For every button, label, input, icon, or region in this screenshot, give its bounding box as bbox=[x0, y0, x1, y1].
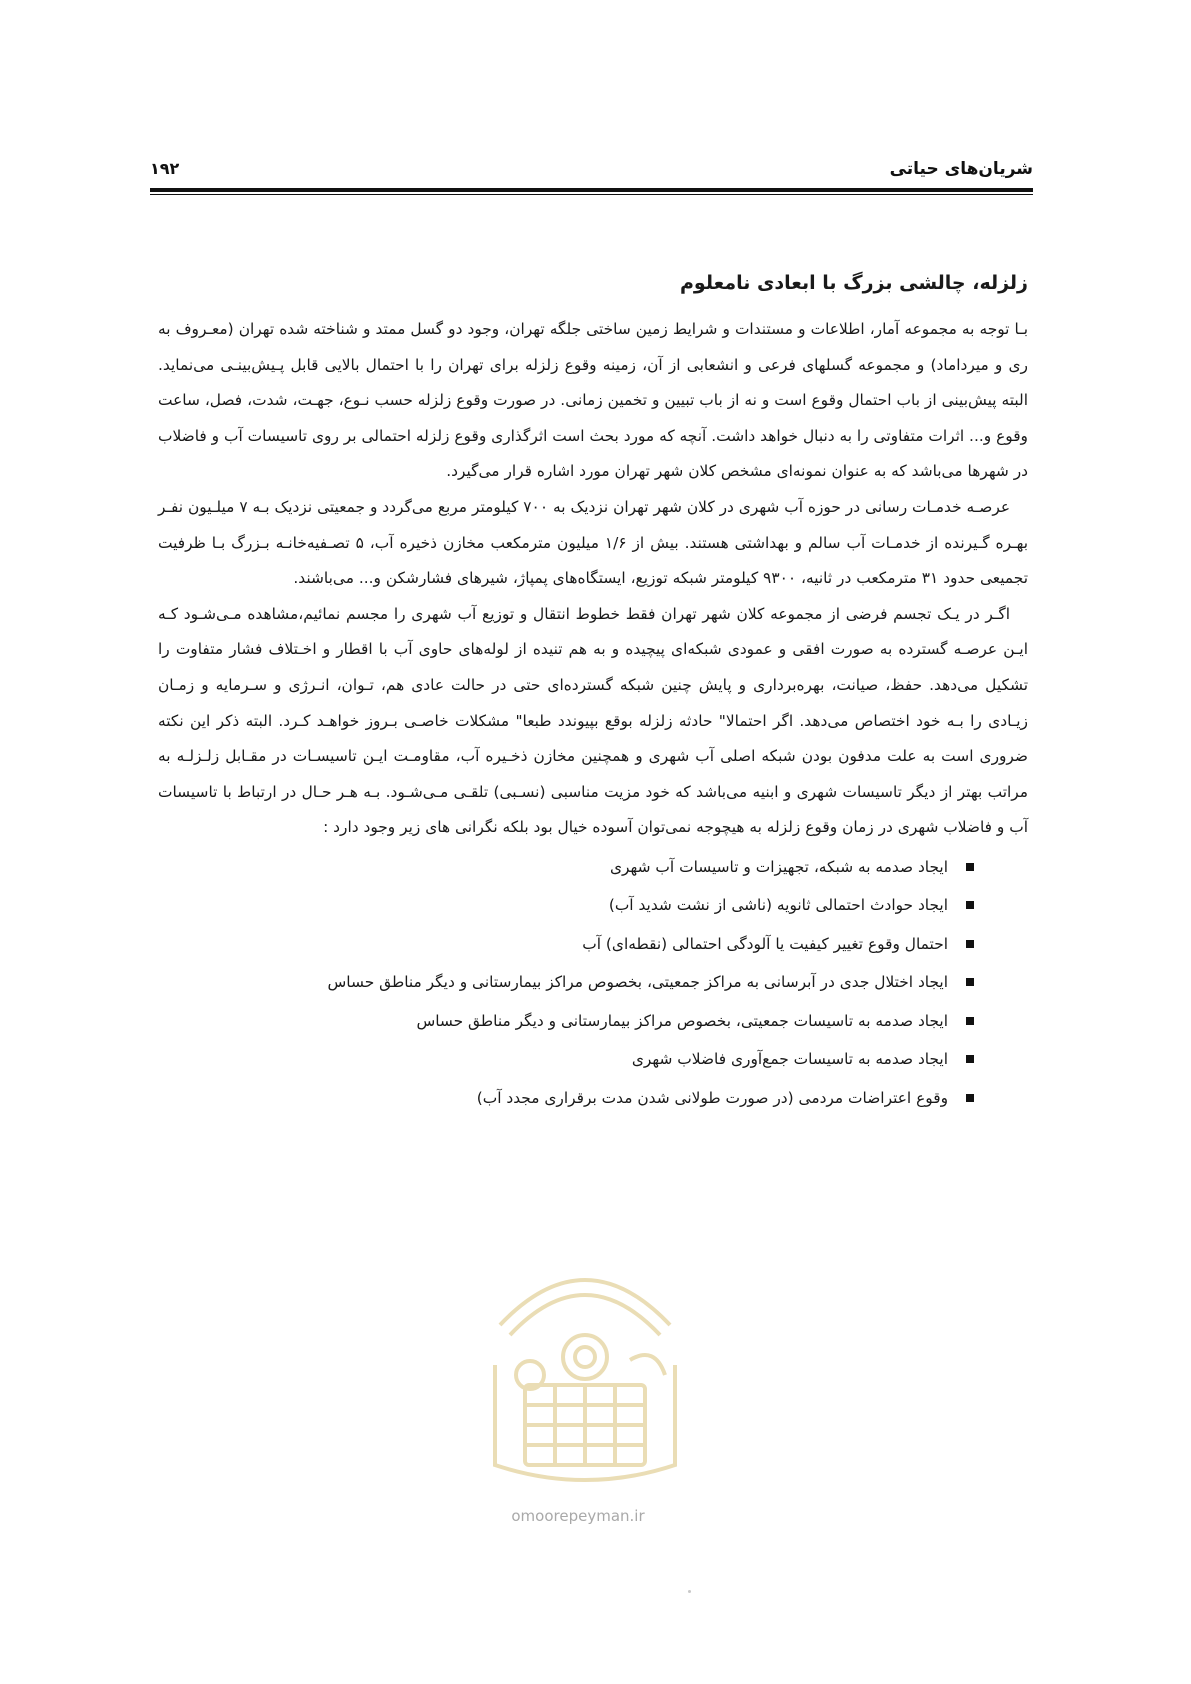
list-item-text: ایجاد صدمه به شبکه، تجهیزات و تاسیسات آب شهری bbox=[610, 857, 948, 876]
square-bullet-icon bbox=[966, 863, 974, 871]
scan-speck bbox=[688, 1590, 691, 1593]
section-title: زلزله، چالشی بزرگ با ابعادی نامعلوم bbox=[680, 272, 1028, 294]
list-item-text: ایجاد صدمه به تاسیسات جمعیتی، بخصوص مراکز بیمارستانی و دیگر مناطق حساس bbox=[416, 1011, 948, 1030]
list-item bbox=[158, 1002, 974, 1041]
square-bullet-icon bbox=[966, 901, 974, 909]
square-bullet-icon bbox=[966, 940, 974, 948]
paragraph-2: عرصـه خدمـات رسانی در حوزه آب شهری در کلان شهر تهران نزدیک به ۷۰۰ کیلومتر مربع می‌گردد و جمعیتی نزدیک بـه ۷ میلـیون نفـر بهـره گـیرنده از خدمـات آب سالم و بهداشتی هستند. بیش از ۱/۶ میلیون مترمکعب مخازن ذخیره آب، ۵ تصـفیه‌خانـه بـزرگ بـا ظرفیت تجمیعی حدود ۳۱ مترمکعب در ثانیه، ۹۳۰۰ کیلومتر شبکه توزیع، ایستگاه‌های پمپاژ، شیرهای فشارشکن و... می‌باشند. bbox=[158, 497, 1028, 588]
list-item-text: ایجاد صدمه به تاسیسات جمع‌آوری فاضلاب شهری bbox=[631, 1050, 948, 1069]
square-bullet-icon bbox=[966, 1017, 974, 1025]
running-header bbox=[150, 150, 1033, 188]
list-item bbox=[158, 1079, 974, 1118]
paragraph-1: بـا توجه به مجموعه آمار، اطلاعات و مستندات و شرایط زمین ساختی جلگه تهران، وجود دو گسل ممتد و شناخته شده تهران (معـروف به ری و میرداماد) و مجموعه گسلهای فرعی و انشعابی از آن، زمینه وقوع زلزله برای تهران را با احتمال بالایی قابل پـیش‌بینـی می‌نماید. البته پیش‌بینی از باب احتمال وقوع است و نه از باب تبیین و تخمین زمانی. در صورت وقوع زلزله حسب نـوع، جهـت، شدت، فصل، ساعت وقوع و... اثرات متفاوتی را به دنبال خواهد داشت. آنچه که مورد بحث است اثرگذاری وقوع زلزله احتمالی بر روی تاسیسات آب و فاضلاب در شهرها می‌باشد که به عنوان نمونه‌ای مشخص کلان شهر تهران مورد اشاره قرار می‌گیرد. bbox=[158, 320, 1028, 481]
page-number: ۱۹۲ bbox=[150, 159, 180, 178]
list-item bbox=[158, 963, 974, 1002]
list-item-text: ایجاد اختلال جدی در آبرسانی به مراکز جمعیتی، بخصوص مراکز بیمارستانی و دیگر مناطق حساس bbox=[327, 973, 948, 992]
square-bullet-icon bbox=[966, 1055, 974, 1063]
watermark-seal-icon bbox=[470, 1245, 700, 1495]
list-item-text: احتمال وقوع تغییر کیفیت یا آلودگی احتمالی (نقطه‌ای) آب bbox=[582, 934, 948, 953]
header-rule bbox=[150, 188, 1033, 192]
list-item-text: وقوع اعتراضات مردمی (در صورت طولانی شدن مدت برقراری مجدد آب) bbox=[476, 1088, 948, 1107]
list-item bbox=[158, 886, 974, 925]
paragraph-3: اگـر در یـک تجسم فرضی از مجموعه کلان شهر تهران فقط خطوط انتقال و توزیع آب شهری را مجسم نمائیم،مشاهده مـی‌شـود کـه ایـن عرصـه گسترده به صورت افقی و عمودی شبکه‌ای پیچیده و به هم تنیده از لوله‌های حاوی آب با اقطار و اخـتلاف فشار متفاوت را تشکیل می‌دهد. حفظ، صیانت، بهره‌برداری و پایش چنین شبکه گسترده‌ای حتی در حالت عادی هم، تـوان، انـرژی و سـرمایه و زمـان زیـادی را بـه خود اختصاص می‌دهد. اگر احتمالا" حادثه زلزله بوقع بپیوندد طبعا" مشکلات خاصـی بـروز خواهـد کـرد. البته ذکر این نکته ضروری است به علت مدفون بودن شبکه اصلی آب شهری و همچنین مخازن ذخـیره آب، مقاومـت ایـن تاسیسـات در مقـابل زلـزلـه به مراتب بهتر از دیگر تاسیسات شهری و ابنیه می‌باشد که خود مزیت مناسبی (نسـبی) تلقـی مـی‌شـود. بـه هـر حـال در ارتباط با تاسیسات آب و فاضلاب شهری در زمان وقوع زلزله به هیچوجه نمی‌توان آسوده خیال بود بلکه نگرانی های زیر وجود دارد : bbox=[158, 604, 1028, 837]
list-item bbox=[158, 1040, 974, 1079]
list-item-text: ایجاد حوادث احتمالی ثانویه (ناشی از نشت شدید آب) bbox=[608, 896, 948, 915]
square-bullet-icon bbox=[966, 1094, 974, 1102]
running-title: شریان‌های حیاتی bbox=[889, 159, 1033, 179]
watermark-url: omoorepeyman.ir bbox=[511, 1507, 645, 1525]
square-bullet-icon bbox=[966, 978, 974, 986]
section-body bbox=[158, 268, 1028, 1117]
list-item bbox=[158, 925, 974, 964]
list-item bbox=[158, 848, 974, 887]
concerns-list bbox=[158, 848, 1028, 1118]
header-rule-thin bbox=[150, 194, 1033, 195]
